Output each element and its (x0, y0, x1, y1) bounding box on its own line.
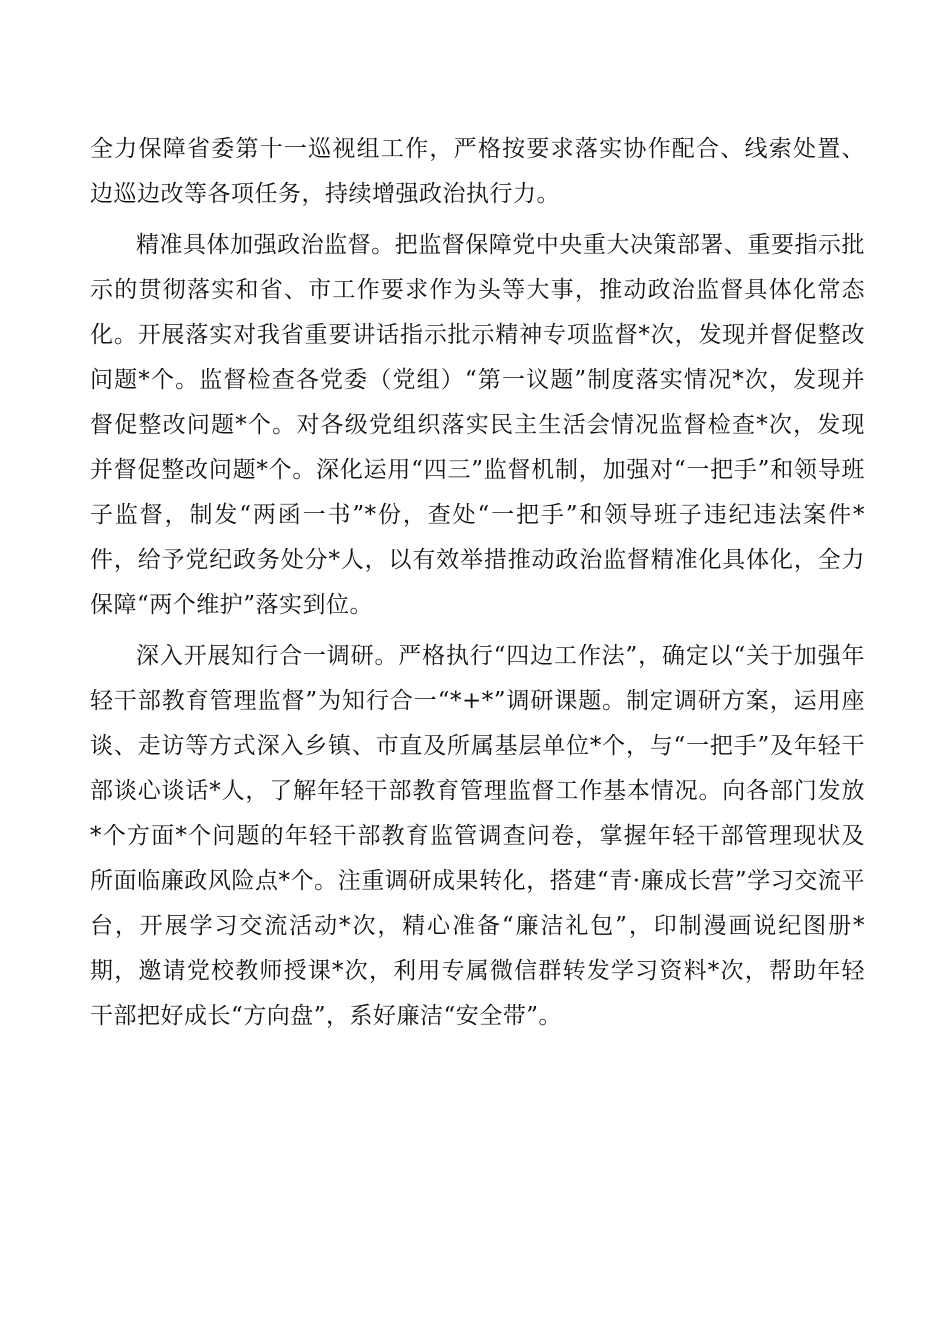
paragraph-research: 深入开展知行合一调研。严格执行“四边工作法”，确定以“关于加强年轻干部教育管理监督”为知行合一“*+*”调研课题。制定调研方案，运用座谈、走访等方式深入乡镇、市直及所属基层单位*个，与“一把手”及年轻干部谈心谈话*人，了解年轻干部教育管理监督工作基本情况。向各部门发放*个方面*个问题的年轻干部教育监管调查问卷，掌握年轻干部管理现状及所面临廉政风险点*个。注重调研成果转化，搭建“青·廉成长营”学习交流平台，开展学习交流活动*次，精心准备“廉洁礼包”，印制漫画说纪图册*期，邀请党校教师授课*次，利用专属微信群转发学习资料*次，帮助年轻干部把好成长“方向盘”，系好廉洁“安全带”。 (90, 643, 865, 1029)
document-body (90, 127, 865, 1039)
paragraph-political-supervision: 精准具体加强政治监督。把监督保障党中央重大决策部署、重要指示批示的贯彻落实和省、市工作要求作为头等大事，推动政治监督具体化常态化。开展落实对我省重要讲话指示批示精神专项监督*次，发现并督促整改问题*个。监督检查各党委（党组）“第一议题”制度落实情况*次，发现并督促整改问题*个。对各级党组织落实民主生活会情况监督检查*次，发现并督促整改问题*个。深化运用“四三”监督机制，加强对“一把手”和领导班子监督，制发“两函一书”*份，查处“一把手”和领导班子违纪违法案件*件，给予党纪政务处分*人，以有效举措推动政治监督精准化具体化，全力保障“两个维护”落实到位。 (90, 232, 865, 618)
paragraph-continuation: 全力保障省委第十一巡视组工作，严格按要求落实协作配合、线索处置、边巡边改等各项任务，持续增强政治执行力。 (90, 136, 865, 207)
